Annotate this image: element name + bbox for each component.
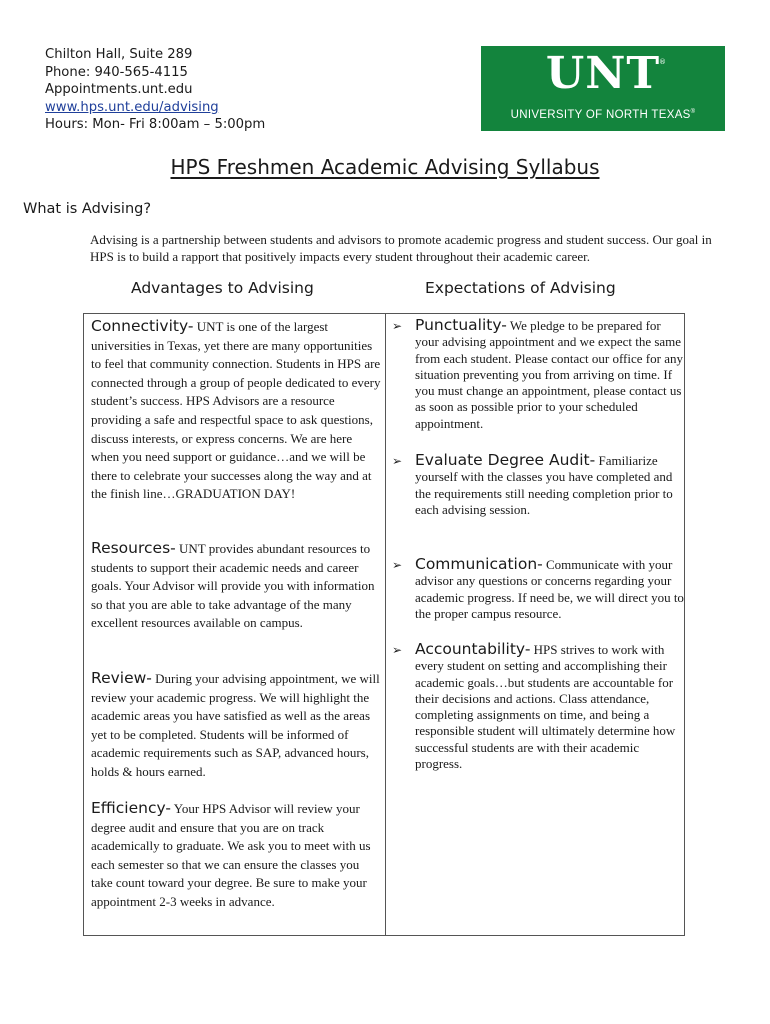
page-title: HPS Freshmen Academic Advising Syllabus: [170, 155, 600, 179]
advantage-text: UNT provides abundant resources to students to support their academic needs and career goals. Your Advisor will provide you with information so that you are able to take advantage of the many excellent resources available on campus.: [91, 541, 375, 631]
advantage-text: UNT is one of the largest universities in Texas, yet there are many opportunities to feel that community connection. Students in HPS are connected through a group of people dedicated to every student’s success. HPS Advisors are a resource providing a safe and respectful space to ask questions, discuss interests, or express concerns. We are here when you need support or guidance…and we will be there to celebrate your successes along the way and at the finish line…GRADUATION DAY!: [91, 319, 381, 502]
expectation-item-accountability: [392, 640, 685, 772]
what-is-advising-text: Advising is a partnership between students and advisors to promote academic progress and student success. Our goal in HPS is to build a rapport that positively impacts every student throughout their academic career.: [90, 232, 712, 264]
expectations-heading: Expectations of Advising: [425, 279, 616, 297]
expectation-item-communication: [392, 555, 685, 622]
column-divider: [385, 314, 386, 935]
expectation-item-degree-audit: [392, 451, 685, 518]
hours-text: Hours: Mon- Fri 8:00am – 5:00pm: [45, 117, 266, 133]
expectation-title: Accountability-: [415, 640, 531, 658]
advantage-item-resources: [91, 539, 381, 633]
advantage-title: Efficiency-: [91, 799, 171, 817]
advising-table: [83, 313, 685, 936]
expectation-text: Familiarize yourself with the classes you have completed and the requirements still needing completion prior to each advising session.: [415, 453, 673, 517]
advantage-item-connectivity: [91, 317, 381, 504]
advantage-title: Resources-: [91, 539, 176, 557]
expectation-text: Communicate with your advisor any questions or concerns regarding your academic progress. If need be, we will direct you to the proper campus resource.: [415, 557, 684, 621]
appointments-text: Appointments.unt.edu: [45, 82, 193, 98]
arrow-bullet-icon: ➢: [392, 319, 403, 333]
what-is-advising-heading: What is Advising?: [23, 201, 152, 217]
arrow-bullet-icon: ➢: [392, 558, 403, 572]
expectation-item-punctuality: [392, 316, 685, 432]
expectation-title: Punctuality-: [415, 316, 507, 334]
phone-text: Phone: 940-565-4115: [45, 64, 188, 80]
advantage-text: Your HPS Advisor will review your degree audit and ensure that you are on track academically to graduate. We ask you to meet with us each semester so that we can ensure the classes you take count toward your degree. Be sure to make your appointment 2-3 weeks in advance.: [91, 801, 371, 909]
advantage-title: Connectivity-: [91, 317, 194, 335]
logo-university-name: UNIVERSITY OF NORTH TEXAS®: [510, 109, 696, 121]
advantage-item-review: [91, 669, 381, 782]
advantage-item-efficiency: [91, 799, 381, 912]
advantage-text: During your advising appointment, we will review your academic progress. We will highlight the academic areas you have satisfied as well as the areas yet to be completed. Students will be informed of academic requirements such as SAP, advanced hours, holds & hours earned.: [91, 671, 380, 779]
expectation-title: Evaluate Degree Audit-: [415, 451, 596, 469]
logo-mark: UNT: [545, 48, 661, 99]
website-link[interactable]: www.hps.unt.edu/advising: [45, 99, 219, 115]
arrow-bullet-icon: ➢: [392, 643, 403, 657]
unt-logo: [481, 46, 725, 131]
advantage-title: Review-: [91, 669, 152, 687]
expectation-text: We pledge to be prepared for your advising appointment and we expect the same from each student. Please contact our office for any situation preventing you from arriving on time. If you must change an appointment, please contact us as soon as possible prior to your scheduled appointment.: [415, 318, 683, 431]
arrow-bullet-icon: ➢: [392, 454, 403, 468]
advantages-heading: Advantages to Advising: [131, 279, 314, 297]
logo-registered-mark: ®: [659, 58, 666, 66]
contact-info: [45, 46, 265, 134]
address-text: Chilton Hall, Suite 289: [45, 47, 193, 62]
expectation-text: HPS strives to work with every student on setting and accomplishing their academic goals…but students are accountable for their decisions and actions. Class attendance, completing assignments on time, and being a responsible student will ultimately determine how successful students are with their academic progress.: [415, 642, 676, 772]
expectation-title: Communication-: [415, 555, 543, 573]
